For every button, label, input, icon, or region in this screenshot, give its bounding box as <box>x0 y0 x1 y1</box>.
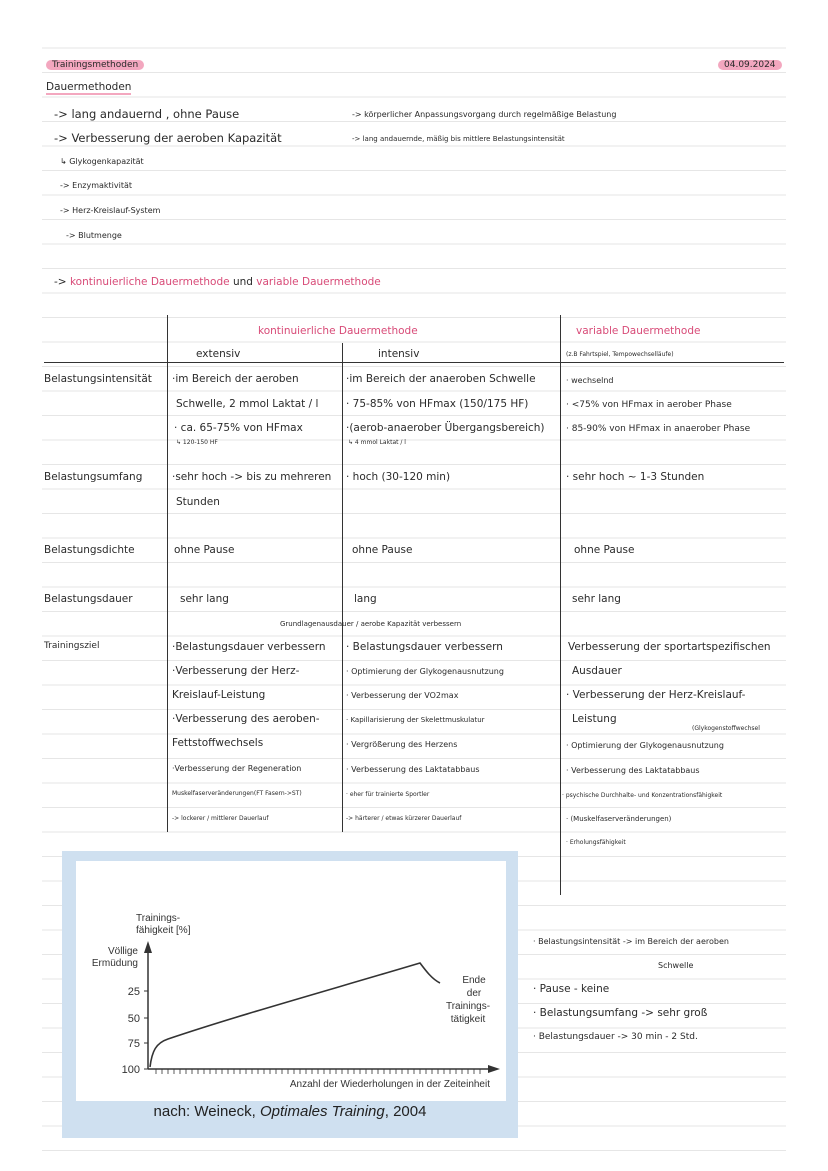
cell-text: · Verbesserung der Herz-Kreislauf- <box>566 689 746 701</box>
cell-text: · Verbesserung des Laktatabbaus <box>346 765 480 774</box>
table-hline <box>44 362 784 363</box>
cell-text: ·Verbesserung der Herz- <box>172 665 300 677</box>
cell-text: ·Verbesserung des aeroben- <box>172 713 320 725</box>
cell-text: · Belastungsdauer verbessern <box>346 641 503 653</box>
cell-text: · sehr hoch ~ 1-3 Stunden <box>566 471 705 483</box>
head-var: variable Dauermethode <box>576 325 701 337</box>
y-top-label: Völlige <box>107 946 138 957</box>
y-top-label: Ermüdung <box>91 958 138 969</box>
methods-line <box>54 276 381 288</box>
row-label: Belastungsdichte <box>44 544 135 556</box>
note-line: -> körperlicher Anpassungsvorgang durch regelmäßige Belastung <box>352 110 617 119</box>
cell-text: ·sehr hoch -> bis zu mehreren <box>172 471 332 483</box>
note-line: -> Blutmenge <box>66 231 122 240</box>
cell-text: sehr lang <box>180 593 229 605</box>
y-tick-label: 25 <box>127 986 140 998</box>
note-line: -> Herz-Kreislauf-System <box>60 206 161 215</box>
method-1: kontinuierliche Dauermethode <box>69 276 230 288</box>
annotation: der <box>466 988 482 999</box>
cell-text: Stunden <box>176 496 220 508</box>
cell-span-text: Grundlagenausdauer / aerobe Kapazität verbessern <box>280 620 462 628</box>
cell-text: · hoch (30-120 min) <box>346 471 451 483</box>
cell-text: ·im Bereich der anaeroben Schwelle <box>346 373 536 385</box>
caption-year: , 2004 <box>384 1103 427 1120</box>
cell-text: · (Muskelfaserveränderungen) <box>566 815 672 823</box>
cell-text: -> lockerer / mittlerer Dauerlauf <box>172 815 269 822</box>
side-note: · Belastungsintensität -> im Bereich der aeroben <box>533 937 729 946</box>
x-axis-arrow <box>488 1065 500 1073</box>
note-line: -> Verbesserung der aeroben Kapazität <box>54 131 282 145</box>
cell-text: · Optimierung der Glykogenausnutzung <box>346 667 504 676</box>
cell-text: -> härterer / etwas kürzerer Dauerlauf <box>346 815 462 822</box>
cell-text: ↳ 120-150 HF <box>176 439 218 446</box>
side-note: Schwelle <box>658 961 694 970</box>
y-axis-label: Trainings- <box>136 913 181 924</box>
arrow: -> <box>54 276 67 288</box>
cell-text: · Vergrößerung des Herzens <box>346 740 458 749</box>
table-vline <box>167 315 168 832</box>
head-kont: kontinuierliche Dauermethode <box>258 325 418 337</box>
cell-text: · ca. 65-75% von HFmax <box>174 422 303 434</box>
method-2: variable Dauermethode <box>256 276 381 288</box>
fatigue-chart <box>76 861 506 1101</box>
side-note: · Pause - keine <box>533 983 610 995</box>
cell-text: ·Belastungsdauer verbessern <box>172 641 326 653</box>
cell-text: Verbesserung der sportartspezifischen <box>568 641 771 653</box>
row-label: Belastungsumfang <box>44 471 143 483</box>
sub-variable: (z.B Fahrtspiel, Tempowechselläufe) <box>566 351 674 358</box>
cell-text: ·Verbesserung der Regeneration <box>172 764 302 773</box>
side-note: · Belastungsdauer -> 30 min - 2 Std. <box>533 1032 698 1042</box>
cell-text: · Verbesserung der VO2max <box>346 691 459 700</box>
sub-intensiv: intensiv <box>378 348 420 360</box>
cell-text: Schwelle, 2 mmol Laktat / l <box>176 398 319 410</box>
cell-text: Fettstoffwechsels <box>172 737 264 749</box>
topic-tag: Trainingsmethoden <box>46 60 144 70</box>
cell-text: ohne Pause <box>574 544 635 556</box>
figure-caption <box>62 1103 518 1120</box>
table-vline <box>342 343 343 832</box>
note-line: -> lang andauernde, mäßig bis mittlere Belastungsintensität <box>352 135 565 143</box>
y-tick-label: 75 <box>127 1038 140 1050</box>
annotation: Ende <box>462 975 486 986</box>
row-label: Trainingsziel <box>44 641 100 651</box>
note-line: ↳ Glykogenkapazität <box>60 157 144 166</box>
cell-text: ohne Pause <box>352 544 413 556</box>
cell-text: ↳ 4 mmol Laktat / l <box>348 439 406 446</box>
cell-text: lang <box>354 593 377 605</box>
note-line: -> Enzymaktivität <box>60 181 133 190</box>
cell-text: Ausdauer <box>572 665 622 677</box>
caption-source: nach: Weineck, <box>153 1103 256 1120</box>
figure-chart-area <box>76 861 506 1101</box>
cell-text: · Erholungsfähigkeit <box>566 839 626 846</box>
cell-text: · 75-85% von HFmax (150/175 HF) <box>346 398 529 410</box>
annotation: Trainings- <box>445 1001 491 1012</box>
x-axis-label: Anzahl der Wiederholungen in der Zeiteinheit <box>289 1079 490 1090</box>
y-tick-label: 100 <box>121 1064 140 1076</box>
section-title: Dauermethoden <box>46 81 132 93</box>
cell-text: · <75% von HFmax in aerober Phase <box>566 400 732 410</box>
fatigue-curve <box>150 963 440 1067</box>
cell-text: (Glykogenstoffwechsel <box>692 725 760 732</box>
cell-text: · wechselnd <box>566 376 614 385</box>
table-vline <box>560 315 561 895</box>
cell-text: · Kapillarisierung der Skelettmuskulatur <box>346 716 485 724</box>
row-label: Belastungsintensität <box>44 373 152 385</box>
y-axis-arrow <box>144 941 152 953</box>
note-line: -> lang andauernd , ohne Pause <box>54 107 240 121</box>
caption-title: Optimales Training <box>259 1103 385 1120</box>
cell-text: Leistung <box>572 713 617 725</box>
row-label: Belastungsdauer <box>44 593 133 605</box>
figure-box <box>62 851 518 1138</box>
annotation: tätigkeit <box>450 1014 486 1025</box>
cell-text: · eher für trainierte Sportler <box>346 791 430 798</box>
cell-text: ·(aerob-anaerober Übergangsbereich) <box>346 422 545 434</box>
cell-text: ohne Pause <box>174 544 235 556</box>
y-axis-label: fähigkeit [%] <box>136 925 191 936</box>
cell-text: Muskelfaserveränderungen(FT Fasern->ST) <box>172 790 302 797</box>
cell-text: · 85-90% von HFmax in anaerober Phase <box>566 424 751 434</box>
cell-text: sehr lang <box>572 593 621 605</box>
cell-text: · Verbesserung des Laktatabbaus <box>566 766 700 775</box>
y-tick-label: 50 <box>127 1013 140 1025</box>
and-word: und <box>232 276 253 288</box>
date-tag: 04.09.2024 <box>718 60 782 70</box>
side-note: · Belastungsumfang -> sehr groß <box>533 1007 708 1019</box>
cell-text: · Optimierung der Glykogenausnutzung <box>566 741 724 750</box>
cell-text: Kreislauf-Leistung <box>172 689 266 701</box>
cell-text: · psychische Durchhalte- und Konzentrationsfähigkeit <box>562 792 723 799</box>
cell-text: ·im Bereich der aeroben <box>172 373 299 385</box>
sub-extensiv: extensiv <box>196 348 241 360</box>
